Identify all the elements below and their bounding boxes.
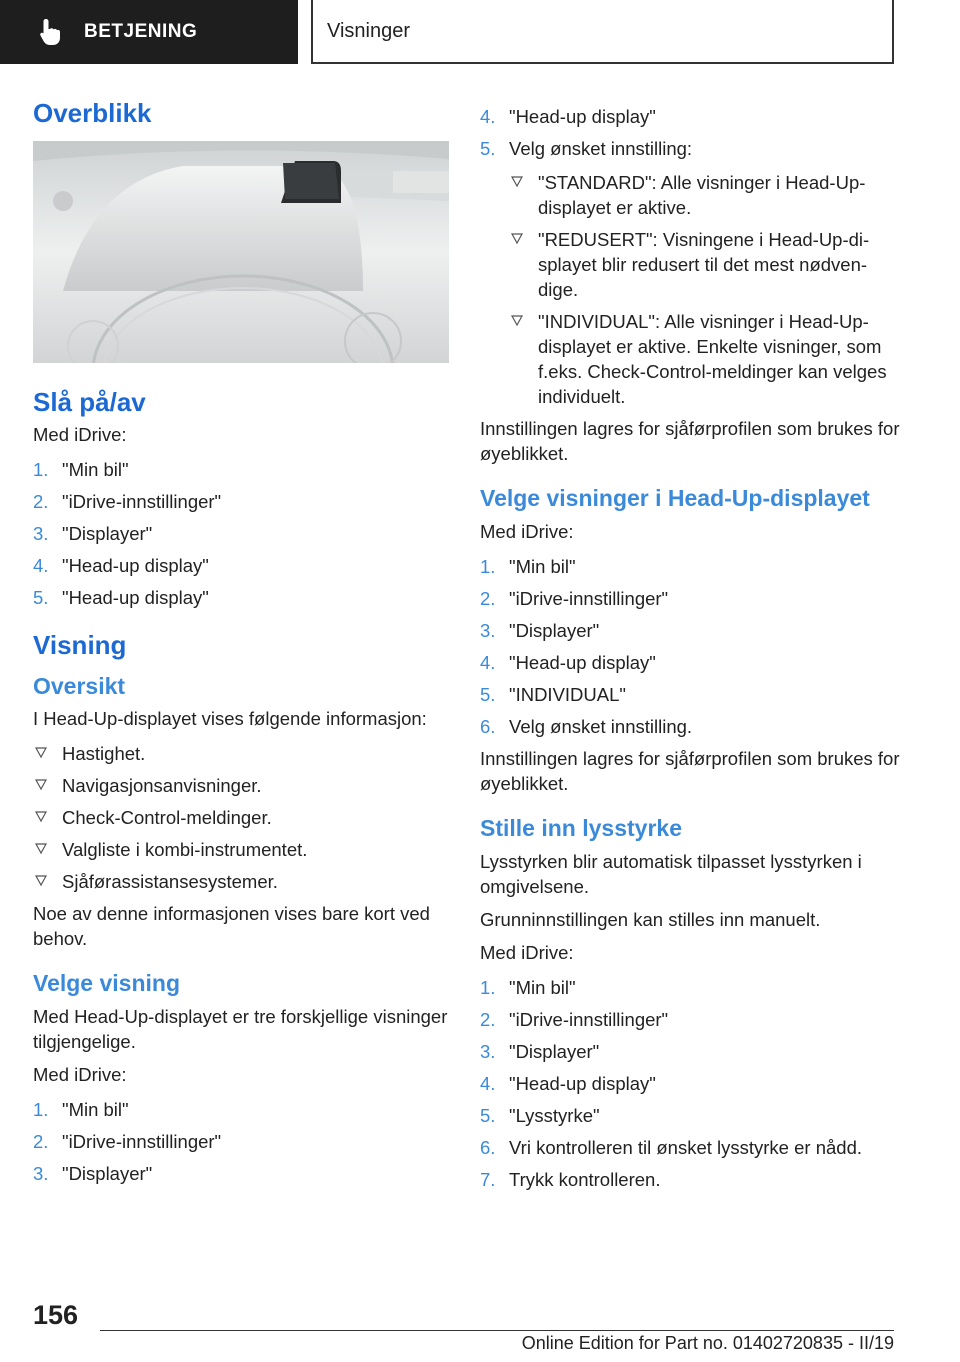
velge-steps-list <box>33 1097 449 1186</box>
oversikt-heading: Oversikt <box>33 672 126 699</box>
list-item: 6. Velg ønsket innstilling. <box>480 715 693 737</box>
list-item: 5. "Lysstyrke" <box>480 1104 600 1126</box>
saved-note-2: Innstillingen lagres for sjåførprofilen som brukes for øyeblikket. <box>480 747 900 794</box>
triangle-bullet-icon <box>35 747 47 759</box>
list-item: 1. "Min bil" <box>480 976 576 998</box>
triangle-bullet-icon <box>35 843 47 855</box>
overblikk-heading: Overblikk <box>33 98 152 128</box>
list-item: 5. "Head-up display" <box>33 587 209 609</box>
sla-pa-av-heading: Slå på/av <box>33 387 146 418</box>
sla-intro: Med iDrive: <box>33 424 127 446</box>
head-up-display-photo <box>33 141 449 363</box>
hud-intro: Med iDrive: <box>480 520 574 542</box>
list-item: 2. "iDrive-innstillinger" <box>480 587 669 609</box>
list-item: 4. "Head-up display" <box>480 106 656 127</box>
list-item: Hastighet. <box>33 741 449 766</box>
brightness-heading: Stille inn lysstyrke <box>480 814 682 841</box>
hud-steps-list <box>480 554 900 739</box>
velge-steps-continued <box>480 104 900 409</box>
brightness-intro-1: Lysstyrken blir automatisk tilpasset lysstyrken i omgivelsene. <box>480 850 862 897</box>
velge-visning-heading: Velge visning <box>33 970 180 997</box>
triangle-bullet-icon <box>511 233 523 245</box>
list-item: 4. "Head-up display" <box>33 555 209 577</box>
list-item: "REDUSERT": Visningene i Head-Up-displayet blir redusert til det mest nødvendige. <box>509 227 900 302</box>
brightness-intro-3: Med iDrive: <box>480 941 574 963</box>
oversikt-intro: I Head-Up-displayet vises følgende informasjon: <box>33 708 427 730</box>
list-item: 2. "iDrive-innstillinger" <box>33 491 222 513</box>
list-item: 2. "iDrive-innstillinger" <box>480 1008 669 1030</box>
list-item: Valgliste i kombi-instrumentet. <box>33 837 449 862</box>
list-item: Navigasjonsanvisninger. <box>33 773 449 798</box>
list-item: 3. "Displayer" <box>33 523 153 545</box>
left-column <box>33 98 449 1193</box>
chapter-tab <box>0 0 298 64</box>
list-item: "STANDARD": Alle visninger i Head-Up-displayet er aktive. <box>509 170 900 220</box>
footer-divider <box>100 1330 894 1331</box>
brightness-steps-list <box>480 975 900 1192</box>
velge-intro: Med Head-Up-displayet er tre forskjellige visninger tilgjengelige. <box>33 1006 448 1053</box>
edition-text: Online Edition for Part no. 01402720835 - II/19 <box>521 1333 894 1353</box>
section-label: Visninger <box>327 19 411 42</box>
list-item: 6. Vri kontrolleren til ønsket lysstyrke er nådd. <box>480 1136 862 1158</box>
triangle-bullet-icon <box>35 779 47 791</box>
list-item: Check-Control-meldinger. <box>33 805 449 830</box>
hand-pointer-icon <box>38 17 64 47</box>
list-item: 1. "Min bil" <box>33 1099 129 1121</box>
list-item: 2. "iDrive-innstillinger" <box>33 1131 222 1153</box>
list-item: 1. "Min bil" <box>33 459 129 481</box>
saved-note-1: Innstillingen lagres for sjåførprofilen som brukes for øyeblikket. <box>480 418 900 464</box>
triangle-bullet-icon <box>35 875 47 887</box>
triangle-bullet-icon <box>511 315 523 327</box>
triangle-bullet-icon <box>511 176 523 188</box>
list-item: 3. "Displayer" <box>33 1163 153 1185</box>
list-item: 1. "Min bil" <box>480 555 576 577</box>
velge-med-idrive: Med iDrive: <box>33 1064 127 1086</box>
list-item: Sjåførassistansesystemer. <box>33 869 449 894</box>
hud-views-heading: Velge visninger i Head-Up-displayet <box>480 485 870 511</box>
page-number: 156 <box>33 1300 79 1330</box>
list-item: 7. Trykk kontrolleren. <box>480 1168 661 1190</box>
list-item: 4. "Head-up display" <box>480 651 656 673</box>
visning-heading: Visning <box>33 630 127 661</box>
triangle-bullet-icon <box>35 811 47 823</box>
list-item: 3. "Displayer" <box>480 1040 600 1062</box>
section-tab <box>311 0 894 64</box>
list-item: 3. "Displayer" <box>480 619 600 641</box>
display-options-list <box>509 170 900 409</box>
list-item: 4. "Head-up display" <box>480 1072 656 1094</box>
list-item: 5. Velg ønsket innstilling: "STANDARD": Alle visninger i Head-Up-displayet er aktive. "REDUSERT": Visningene i Head-Up-displayet blir redusert til det mest nødvendige. "INDIVIDUAL": Alle visninger i Head-Up-displayet er aktive. Enkelte visninger, som f.eks. Check-Control-meldinger kan velges individuelt. <box>480 136 900 409</box>
sla-steps-list <box>33 457 449 610</box>
list-item: 5. "INDIVIDUAL" <box>480 683 626 705</box>
oversikt-items-list <box>33 741 449 894</box>
list-item: "INDIVIDUAL": Alle visninger i Head-Up-displayet er aktive. Enkelte visninger, som f.eks. Check-Control-meldinger kan velges individuelt. <box>509 309 900 409</box>
oversikt-note: Noe av denne informasjonen vises bare kort ved behov. <box>33 903 430 950</box>
brightness-intro-2: Grunninnstillingen kan stilles inn manuelt. <box>480 908 821 930</box>
right-column <box>480 104 900 1199</box>
chapter-label: BETJENING <box>84 21 198 42</box>
